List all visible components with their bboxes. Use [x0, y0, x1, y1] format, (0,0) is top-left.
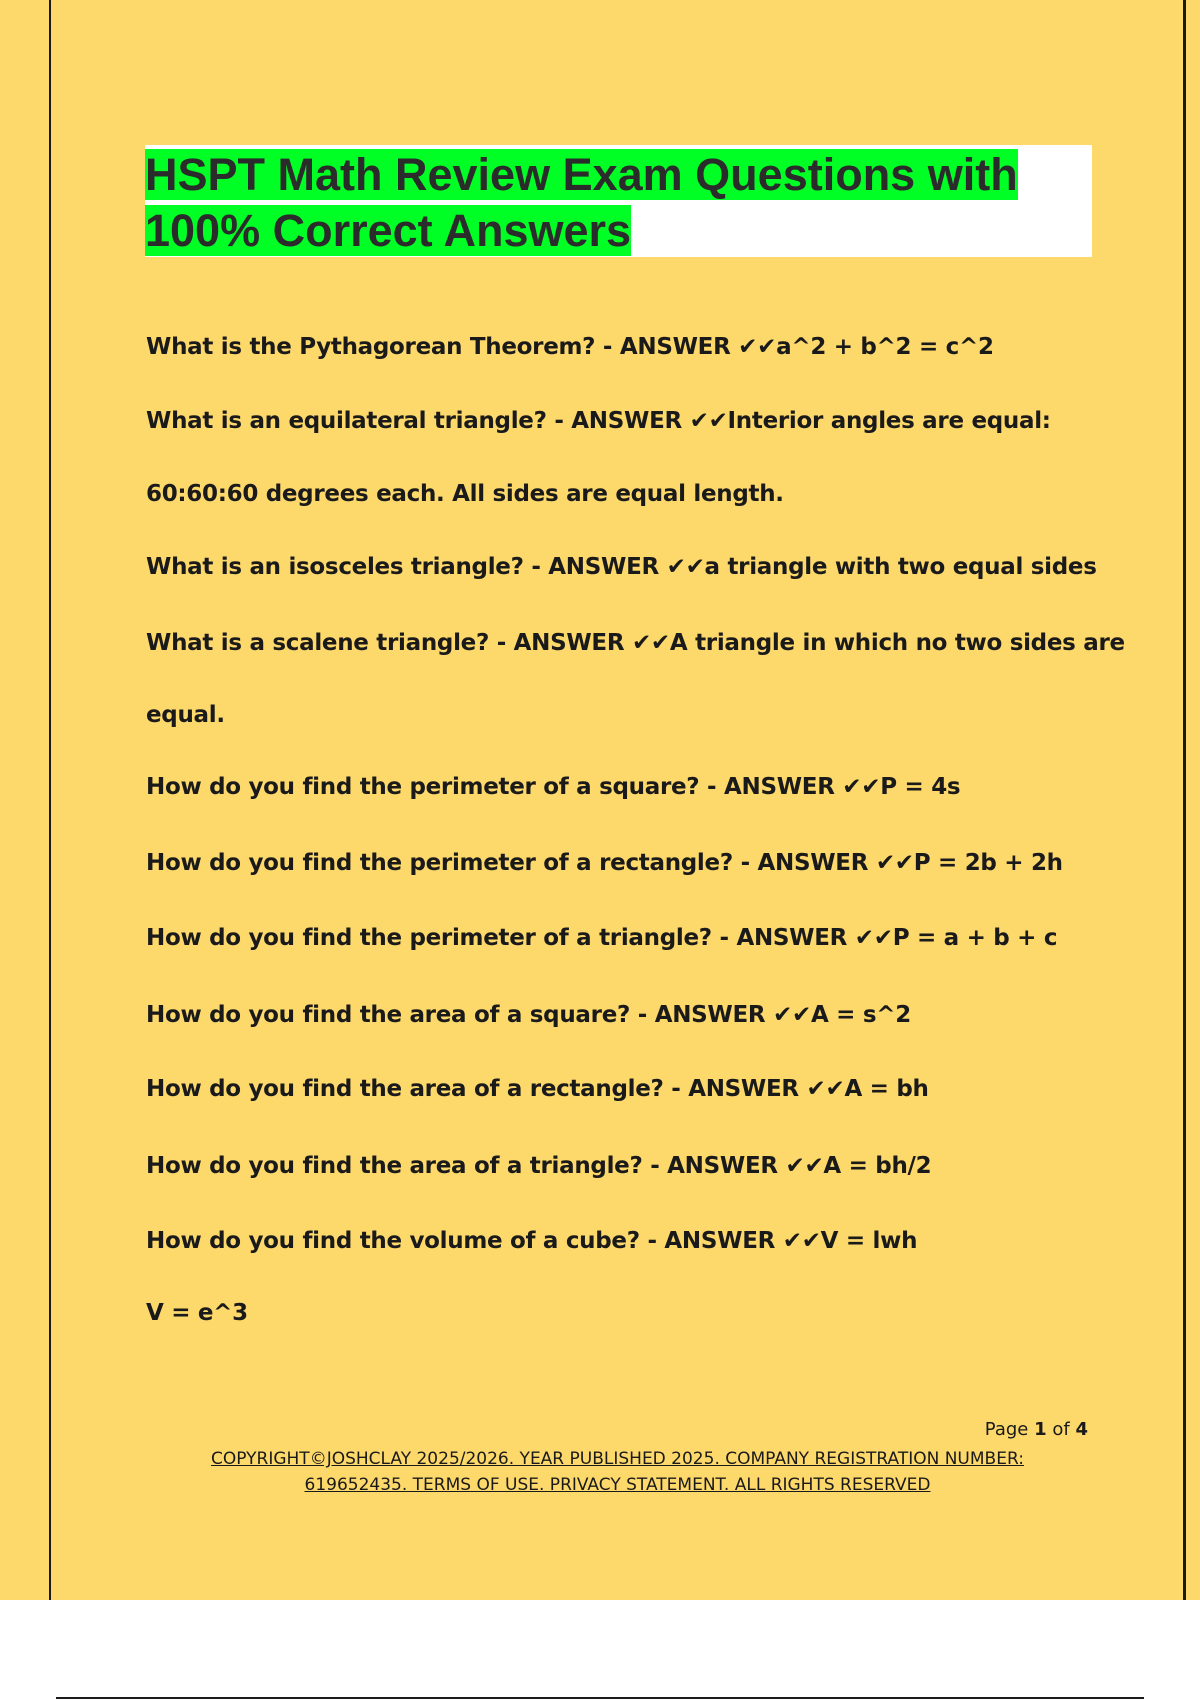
bottom-divider: [56, 1697, 1144, 1699]
qa-line: How do you find the volume of a cube? - ANSWER ✔✔V = lwh: [146, 1228, 918, 1254]
qa-line: How do you find the perimeter of a triangle? - ANSWER ✔✔P = a + b + c: [146, 925, 1058, 951]
page-number-prefix: Page: [984, 1419, 1029, 1440]
page-number-of: of: [1052, 1419, 1070, 1440]
qa-line: How do you find the perimeter of a rectangle? - ANSWER ✔✔P = 2b + 2h: [146, 850, 1063, 876]
title-line-1: HSPT Math Review Exam Questions with: [145, 149, 1018, 200]
qa-line: How do you find the area of a rectangle? - ANSWER ✔✔A = bh: [146, 1076, 929, 1102]
page-number: [985, 1419, 1088, 1440]
page-border-left: [49, 0, 51, 1600]
page-number-current: 1: [1034, 1419, 1047, 1440]
qa-line: V = e^3: [146, 1300, 248, 1326]
title-line-2: 100% Correct Answers: [145, 205, 632, 256]
qa-line: What is the Pythagorean Theorem? - ANSWER ✔✔a^2 + b^2 = c^2: [146, 334, 994, 360]
qa-line: What is an isosceles triangle? - ANSWER ✔✔a triangle with two equal sides: [146, 554, 1097, 580]
copyright-line-2[interactable]: 619652435. TERMS OF USE. PRIVACY STATEMENT. ALL RIGHTS RESERVED: [304, 1475, 931, 1495]
qa-line: How do you find the perimeter of a square? - ANSWER ✔✔P = 4s: [146, 774, 961, 800]
copyright-line-1[interactable]: COPYRIGHT©JOSHCLAY 2025/2026. YEAR PUBLISHED 2025. COMPANY REGISTRATION NUMBER:: [211, 1449, 1024, 1469]
qa-line: What is a scalene triangle? - ANSWER ✔✔A triangle in which no two sides are: [146, 630, 1125, 656]
page-number-total: 4: [1075, 1419, 1088, 1440]
qa-line: equal.: [146, 702, 225, 728]
qa-line: 60:60:60 degrees each. All sides are equal length.: [146, 481, 784, 507]
page-border-right: [1183, 0, 1186, 1600]
qa-line: What is an equilateral triangle? - ANSWER ✔✔Interior angles are equal:: [146, 408, 1051, 434]
qa-line: How do you find the area of a triangle? - ANSWER ✔✔A = bh/2: [146, 1153, 932, 1179]
page-title: [145, 147, 1092, 259]
qa-line: How do you find the area of a square? - ANSWER ✔✔A = s^2: [146, 1002, 911, 1028]
